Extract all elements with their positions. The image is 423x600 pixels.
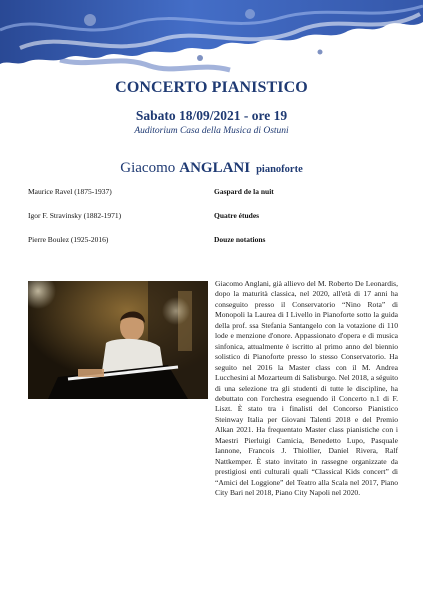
performer-photo <box>28 281 208 399</box>
concert-date: Sabato 18/09/2021 - ore 19 <box>135 108 288 123</box>
performer-instrument: pianoforte <box>256 164 303 175</box>
program-row <box>28 235 408 247</box>
program-composer: Pierre Boulez (1925-2016) <box>28 235 109 244</box>
performer-line <box>0 159 423 177</box>
program-work: Quatre études <box>214 211 260 220</box>
performer-biography: Giacomo Anglani, già allievo del M. Roberto De Leonardis, dopo la maturità classica, nel 2020, all'età di 17 anni ha conseguito presso il Conservatorio “Nino Rota” di Monopoli la Laurea di I Livello in Pianoforte sotto la guida della prof. ssa Stefania Santangelo con la votazione di 110 lode e menzione d'onore. Appassionato d'opera e di musica sinfonica, attualmente è iscritto al primo anno del biennio solistico di Pianoforte presso lo stesso Conservatorio. Ha seguito nel 2016 la Master class con il M. Andrea Lucchesini al Mozarteum di Salisburgo. Nel 2018, a séguito di una selezione tra gli studenti di tutte le discipline, ha debuttato con l'orchestra eseguendo il Concerto n.1 di F. Liszt. È stato tra i finalisti del Concorso Pianistico Steinway Italia per Giovani Talenti 2018 e del Premio Alkan 2021. Ha frequentato Master class pianistiche con i Maestri Pierluigi Camicia, Benedetto Lupo, Pasquale Iannone, Francois J. Thiollier, Daniel Rivera, Ralf Nattkemper. È stato invitato in rassegne organizzate da prestigiosi enti culturali quali “Classical Kids concert” di “Amici del Loggione” del Teatro alla Scala nel 2017, Piano City Bari nel 2018, Piano City Napoli nel 2020. <box>215 279 398 498</box>
program-composer: Igor F. Stravinsky (1882-1971) <box>28 211 122 220</box>
program-row <box>28 187 408 199</box>
watercolor-header-decoration <box>0 0 423 78</box>
performer-last-name: ANGLANI <box>179 160 251 176</box>
program-work: Douze notations <box>214 235 266 244</box>
concert-venue: Auditorium Casa della Musica di Ostuni <box>134 126 289 136</box>
program-composer: Maurice Ravel (1875-1937) <box>28 187 112 196</box>
performer-first-name: Giacomo <box>120 160 176 176</box>
program-row <box>28 211 408 223</box>
concert-title: CONCERTO PIANISTICO <box>115 79 308 96</box>
program-work: Gaspard de la nuit <box>214 187 274 196</box>
